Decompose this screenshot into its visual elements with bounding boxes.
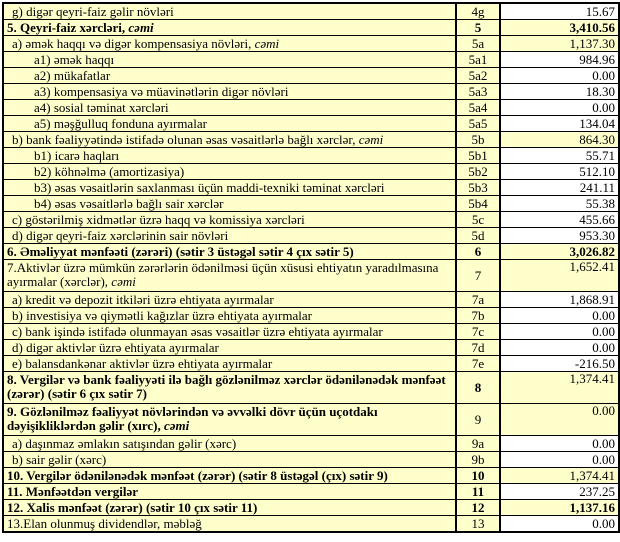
row-label-cell bbox=[3, 116, 456, 132]
row-code: 5b3 bbox=[468, 179, 488, 195]
row-label-cell bbox=[3, 372, 456, 404]
row-label: e) balansdankənar aktivlər üzrə ehtiyata ayırmalar bbox=[12, 355, 273, 371]
row-value-cell bbox=[500, 436, 619, 452]
row-value: 0.00 bbox=[592, 515, 615, 531]
row-label: a2) mükafatlar bbox=[34, 67, 111, 83]
row-label: 5. Qeyri-faiz xərcləri, bbox=[7, 19, 129, 35]
row-value: 1,137.16 bbox=[569, 499, 615, 515]
row-code: 8 bbox=[474, 379, 482, 395]
row-code: 6 bbox=[474, 243, 482, 259]
row-value: 1,374.41 bbox=[569, 467, 615, 483]
row-label-cell bbox=[3, 500, 456, 516]
table-row bbox=[3, 196, 619, 212]
row-code: 9 bbox=[474, 411, 482, 427]
table-row bbox=[3, 452, 619, 468]
row-code: 9b bbox=[471, 451, 485, 467]
row-code: 7d bbox=[471, 339, 485, 355]
row-value-cell bbox=[500, 116, 619, 132]
row-code-cell bbox=[456, 68, 500, 84]
row-code: 7e bbox=[471, 355, 485, 371]
row-code-cell bbox=[456, 516, 500, 533]
row-value-cell bbox=[500, 20, 619, 36]
row-value-cell bbox=[500, 164, 619, 180]
table-row bbox=[3, 436, 619, 452]
row-value: 0.00 bbox=[592, 307, 615, 323]
row-label-cell bbox=[3, 260, 456, 292]
row-value-cell bbox=[500, 244, 619, 260]
row-label: d) digər aktivlər üzrə ehtiyata ayırmalar bbox=[12, 339, 219, 355]
row-code: 7 bbox=[474, 267, 482, 283]
row-code: 5a3 bbox=[468, 83, 488, 99]
row-code: 7c bbox=[471, 323, 485, 339]
table-row bbox=[3, 36, 619, 52]
row-value-cell bbox=[500, 132, 619, 148]
row-code-cell bbox=[456, 36, 500, 52]
row-value: 3,410.56 bbox=[569, 19, 615, 35]
row-value: 0.00 bbox=[592, 99, 615, 115]
row-value-cell bbox=[500, 468, 619, 484]
row-value: 1,137.30 bbox=[569, 35, 615, 51]
table-row bbox=[3, 324, 619, 340]
row-value: 455.66 bbox=[579, 211, 615, 227]
row-code: 5b1 bbox=[468, 147, 488, 163]
row-label: b) sair gəlir (xərc) bbox=[12, 451, 107, 467]
row-value: 0.00 bbox=[592, 339, 615, 355]
row-value: 864.30 bbox=[579, 131, 615, 147]
row-code: 11 bbox=[471, 483, 485, 499]
table-row bbox=[3, 212, 619, 228]
row-label-cell bbox=[3, 452, 456, 468]
row-label-cell bbox=[3, 340, 456, 356]
row-code: 5a2 bbox=[468, 67, 488, 83]
row-code-cell bbox=[456, 484, 500, 500]
row-code-cell bbox=[456, 100, 500, 116]
row-label-cell bbox=[3, 292, 456, 308]
row-code-cell bbox=[456, 292, 500, 308]
row-code: 5a5 bbox=[468, 115, 488, 131]
row-code: 5c bbox=[471, 211, 485, 227]
row-value-cell bbox=[500, 404, 619, 436]
row-label-cell bbox=[3, 52, 456, 68]
row-code-cell bbox=[456, 20, 500, 36]
row-label: a5) məşğulluq fonduna ayırmalar bbox=[34, 115, 207, 131]
row-label: a1) əmək haqqı bbox=[34, 51, 115, 67]
row-label-cell bbox=[3, 164, 456, 180]
row-label: g) digər qeyri-faiz gəlir növləri bbox=[12, 3, 174, 19]
row-code-cell bbox=[456, 356, 500, 372]
row-code-cell bbox=[456, 308, 500, 324]
row-code: 5d bbox=[471, 227, 485, 243]
row-label-cell bbox=[3, 356, 456, 372]
row-code-cell bbox=[456, 148, 500, 164]
row-value-cell bbox=[500, 308, 619, 324]
row-label: 12. Xalis mənfəət (zərər) (sətir 10 çıx sətir 11) bbox=[7, 499, 258, 515]
row-code: 5b2 bbox=[468, 163, 488, 179]
table-row bbox=[3, 356, 619, 372]
table-row bbox=[3, 260, 619, 292]
row-code-cell bbox=[456, 404, 500, 436]
table-row bbox=[3, 516, 619, 533]
row-code: 5a4 bbox=[468, 99, 488, 115]
row-code-cell bbox=[456, 340, 500, 356]
table-row bbox=[3, 148, 619, 164]
row-label-cell bbox=[3, 244, 456, 260]
row-label-italic-suffix: cəmi bbox=[128, 19, 154, 35]
row-code-cell bbox=[456, 500, 500, 516]
row-code: 5 bbox=[474, 19, 482, 35]
row-label-cell bbox=[3, 84, 456, 100]
row-label: b2) köhnəlmə (amortizasiya) bbox=[34, 163, 185, 179]
row-value-cell bbox=[500, 84, 619, 100]
row-code-cell bbox=[456, 180, 500, 196]
row-label: a) daşınmaz əmlakın satışından gəlir (xərc) bbox=[12, 435, 237, 451]
report-table-body bbox=[3, 3, 619, 532]
row-label: a3) kompensasiya və müavinətlərin digər növləri bbox=[34, 83, 289, 99]
row-code-cell bbox=[456, 468, 500, 484]
row-label-cell bbox=[3, 212, 456, 228]
row-label: c) göstərilmiş xidmətlər üzrə haqq və komissiya xərcləri bbox=[12, 211, 305, 227]
row-code-cell bbox=[456, 132, 500, 148]
table-row bbox=[3, 500, 619, 516]
row-value-cell bbox=[500, 452, 619, 468]
table-row bbox=[3, 84, 619, 100]
row-label: b) bank fəaliyyətində istifadə olunan əsas vəsaitlərlə bağlı xərclər, bbox=[12, 131, 359, 147]
row-code: 7a bbox=[471, 291, 485, 307]
table-row bbox=[3, 244, 619, 260]
row-code-cell bbox=[456, 164, 500, 180]
row-code-cell bbox=[456, 196, 500, 212]
row-code-cell bbox=[456, 212, 500, 228]
row-label-cell bbox=[3, 20, 456, 36]
row-label-cell bbox=[3, 180, 456, 196]
table-row bbox=[3, 484, 619, 500]
row-label: 9. Gözlənilməz fəaliyyət növlərindən və əvvəlki dövr üçün uçotdakı dəyişikliklərdən gəlir (xırc), bbox=[7, 404, 378, 433]
row-value: 55.71 bbox=[585, 147, 615, 163]
row-code-cell bbox=[456, 228, 500, 244]
row-label-cell bbox=[3, 228, 456, 244]
row-label: b1) icarə haqları bbox=[34, 147, 120, 163]
row-code-cell bbox=[456, 324, 500, 340]
row-label-cell bbox=[3, 132, 456, 148]
row-code-cell bbox=[456, 436, 500, 452]
table-row bbox=[3, 68, 619, 84]
row-label: c) bank işində istifadə olunmayan əsas vəsaitlər üzrə ehtiyata ayırmalar bbox=[12, 323, 383, 339]
table-row bbox=[3, 3, 619, 20]
row-code-cell bbox=[456, 244, 500, 260]
row-value-cell bbox=[500, 500, 619, 516]
row-label: 11. Mənfəətdən vergilər bbox=[7, 483, 139, 499]
row-label-cell bbox=[3, 3, 456, 20]
table-row bbox=[3, 116, 619, 132]
row-value: 953.30 bbox=[579, 227, 615, 243]
row-value-cell bbox=[500, 484, 619, 500]
row-label-italic-suffix: cəmi bbox=[358, 131, 384, 147]
table-row bbox=[3, 372, 619, 404]
row-value: 0.00 bbox=[592, 67, 615, 83]
table-row bbox=[3, 20, 619, 36]
row-value: 134.04 bbox=[579, 115, 615, 131]
table-row bbox=[3, 340, 619, 356]
row-label: b) investisiya və qiymətli kağızlar üzrə ehtiyata ayırmalar bbox=[12, 307, 312, 323]
row-value-cell bbox=[500, 196, 619, 212]
row-code: 13 bbox=[471, 515, 485, 531]
row-value: 1,374.41 bbox=[569, 371, 615, 386]
row-value: -216.50 bbox=[574, 355, 615, 371]
row-value: 0.00 bbox=[592, 403, 615, 418]
table-row bbox=[3, 308, 619, 324]
row-value-cell bbox=[500, 180, 619, 196]
row-value-cell bbox=[500, 372, 619, 404]
row-value: 1,868.91 bbox=[569, 291, 615, 307]
row-value: 237.25 bbox=[579, 483, 615, 499]
row-code-cell bbox=[456, 372, 500, 404]
row-value-cell bbox=[500, 324, 619, 340]
row-label-cell bbox=[3, 148, 456, 164]
row-label-cell bbox=[3, 436, 456, 452]
row-value: 55.38 bbox=[585, 195, 615, 211]
row-label: a) kredit və depozit itkiləri üzrə ehtiyata ayırmalar bbox=[12, 291, 274, 307]
row-value: 15.67 bbox=[585, 3, 615, 19]
table-row bbox=[3, 404, 619, 436]
row-code: 5b4 bbox=[468, 195, 488, 211]
row-label: 13.Elan olunmuş dividendlər, məbləğ bbox=[7, 515, 202, 531]
row-label-italic-suffix: cəmi bbox=[111, 274, 136, 289]
row-value-cell bbox=[500, 340, 619, 356]
row-code: 4g bbox=[471, 3, 485, 19]
row-label-cell bbox=[3, 100, 456, 116]
row-label-cell bbox=[3, 484, 456, 500]
row-value-cell bbox=[500, 148, 619, 164]
row-code-cell bbox=[456, 452, 500, 468]
row-label-cell bbox=[3, 516, 456, 533]
row-label: 10. Vergilər ödənilənədək mənfəət (zərər) (sətir 8 üstəgəl (çıx) sətir 9) bbox=[7, 467, 388, 483]
row-code: 5a bbox=[471, 35, 485, 51]
row-label-italic-suffix: cəmi bbox=[254, 35, 280, 51]
row-label-cell bbox=[3, 468, 456, 484]
row-label-cell bbox=[3, 36, 456, 52]
row-label-cell bbox=[3, 68, 456, 84]
row-label-cell bbox=[3, 324, 456, 340]
table-row bbox=[3, 228, 619, 244]
row-value: 0.00 bbox=[592, 451, 615, 467]
row-code-cell bbox=[456, 84, 500, 100]
row-label: a) əmək haqqı və digər kompensasiya növləri, bbox=[12, 35, 255, 51]
row-label: 6. Əməliyyat mənfəəti (zərəri) (sətir 3 üstəgəl sətir 4 çıx sətir 5) bbox=[7, 243, 354, 259]
row-code: 10 bbox=[471, 467, 485, 483]
row-label-cell bbox=[3, 196, 456, 212]
table-row bbox=[3, 468, 619, 484]
row-value-cell bbox=[500, 36, 619, 52]
table-row bbox=[3, 180, 619, 196]
row-code: 5b bbox=[471, 131, 485, 147]
table-row bbox=[3, 292, 619, 308]
row-code: 12 bbox=[471, 499, 485, 515]
row-value: 1,652.41 bbox=[569, 259, 615, 274]
row-label: 8. Vergilər və bank fəaliyyəti ilə bağlı gözlənilməz xərclər ödənilənədək mənfəət (zərər) (sətir 6 çıx sətir 7) bbox=[7, 372, 446, 401]
table-row bbox=[3, 100, 619, 116]
row-label: 7.Aktivlər üzrə mümkün zərərlərin ödənilməsi üçün xüsusi ehtiyatın yaradılmasına ayırmalar (xərclər), bbox=[7, 260, 439, 289]
row-code-cell bbox=[456, 116, 500, 132]
row-label: d) digər qeyri-faiz xərclərinin sair növləri bbox=[12, 227, 229, 243]
table-row bbox=[3, 132, 619, 148]
row-code: 5a1 bbox=[468, 51, 488, 67]
row-code-cell bbox=[456, 260, 500, 292]
row-value: 3,026.82 bbox=[569, 243, 615, 259]
row-value-cell bbox=[500, 100, 619, 116]
row-code: 9a bbox=[471, 435, 485, 451]
row-value-cell bbox=[500, 3, 619, 20]
row-value-cell bbox=[500, 52, 619, 68]
row-value-cell bbox=[500, 356, 619, 372]
row-label-cell bbox=[3, 404, 456, 436]
row-label: a4) sosial təminat xərcləri bbox=[34, 99, 169, 115]
row-code-cell bbox=[456, 3, 500, 20]
row-label: b3) əsas vəsaitlərin saxlanması üçün maddi-texniki təminat xərcləri bbox=[34, 179, 385, 195]
row-value-cell bbox=[500, 260, 619, 292]
row-value-cell bbox=[500, 228, 619, 244]
row-label-cell bbox=[3, 308, 456, 324]
row-value-cell bbox=[500, 68, 619, 84]
income-statement-table bbox=[2, 2, 620, 533]
row-label-italic-suffix: cəmi bbox=[163, 418, 190, 433]
row-code: 7b bbox=[471, 307, 485, 323]
table-row bbox=[3, 164, 619, 180]
row-value: 18.30 bbox=[585, 83, 615, 99]
row-value-cell bbox=[500, 292, 619, 308]
row-value: 0.00 bbox=[592, 323, 615, 339]
row-label: b4) əsas vəsaitlərlə bağlı sair xərclər bbox=[34, 195, 224, 211]
row-code-cell bbox=[456, 52, 500, 68]
row-value-cell bbox=[500, 516, 619, 533]
row-value: 984.96 bbox=[579, 51, 615, 67]
row-value: 0.00 bbox=[592, 435, 615, 451]
row-value-cell bbox=[500, 212, 619, 228]
row-value: 512.10 bbox=[579, 163, 615, 179]
table-row bbox=[3, 52, 619, 68]
row-value: 241.11 bbox=[579, 179, 615, 195]
